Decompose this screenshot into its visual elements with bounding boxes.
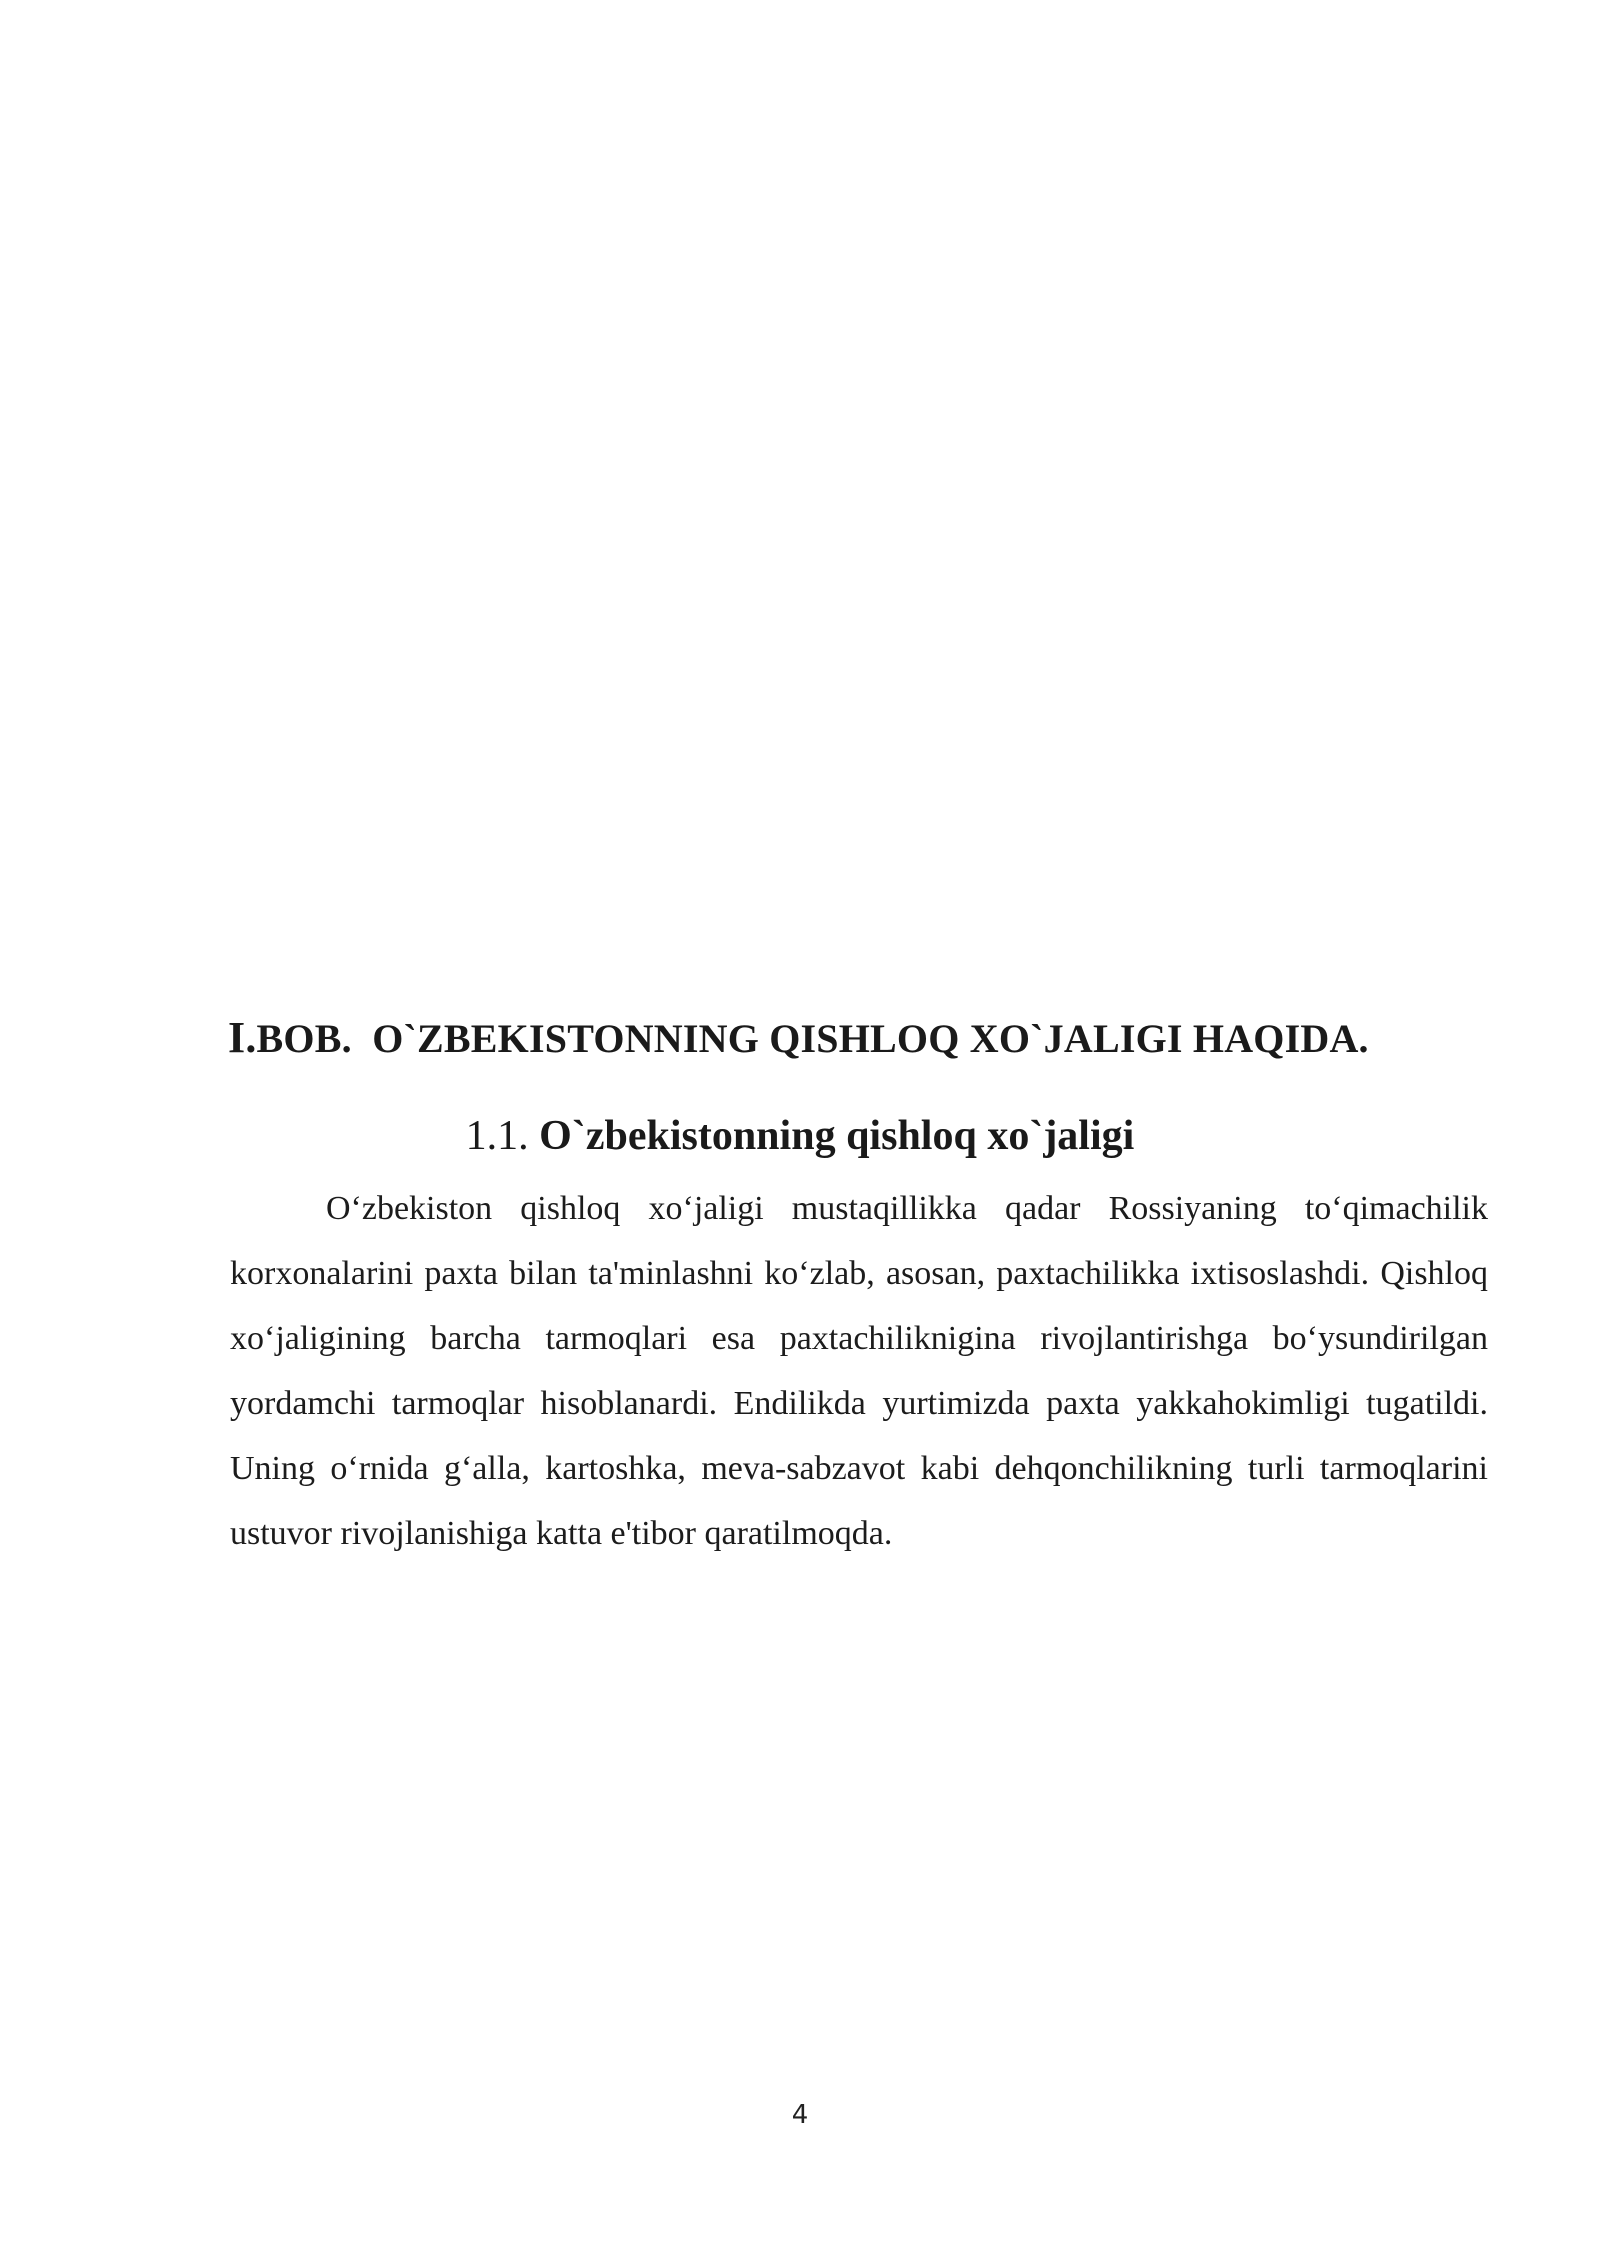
section-title-text: O`zbekistonning qishloq xo`jaligi (539, 1113, 1135, 1159)
chapter-title (228, 1008, 1488, 1069)
chapter-roman-numeral: I. (228, 1013, 257, 1062)
section-number: 1.1. (465, 1113, 529, 1159)
chapter-title-text: BOB. O`ZBEKISTONNING QISHLOQ XO`JALIGI HAQIDA. (256, 1016, 1369, 1061)
section-title (0, 1106, 1600, 1166)
body-paragraph: O‘zbekiston qishloq xo‘jaligi mustaqillikka qadar Rossiyaning to‘qimachilik korxonalarini paxta bilan ta'minlashni ko‘zlab, asosan, paxtachilikka ixtisoslashdi. Qishloq xo‘jaligining barcha tarmoqlari esa paxtachiliknigina rivojlantirishga bo‘ysundirilgan yordamchi tarmoqlar hisoblanardi. Endilikda yurtimizda paxta yakkahokimligi tugatildi. Uning o‘rnida g‘alla, kartoshka, meva-sabzavot kabi dehqonchilikning turli tarmoqlarini ustuvor rivojlanishiga katta e'tibor qaratilmoqda. (230, 1190, 1488, 1552)
page-number: 4 (791, 2100, 809, 2130)
